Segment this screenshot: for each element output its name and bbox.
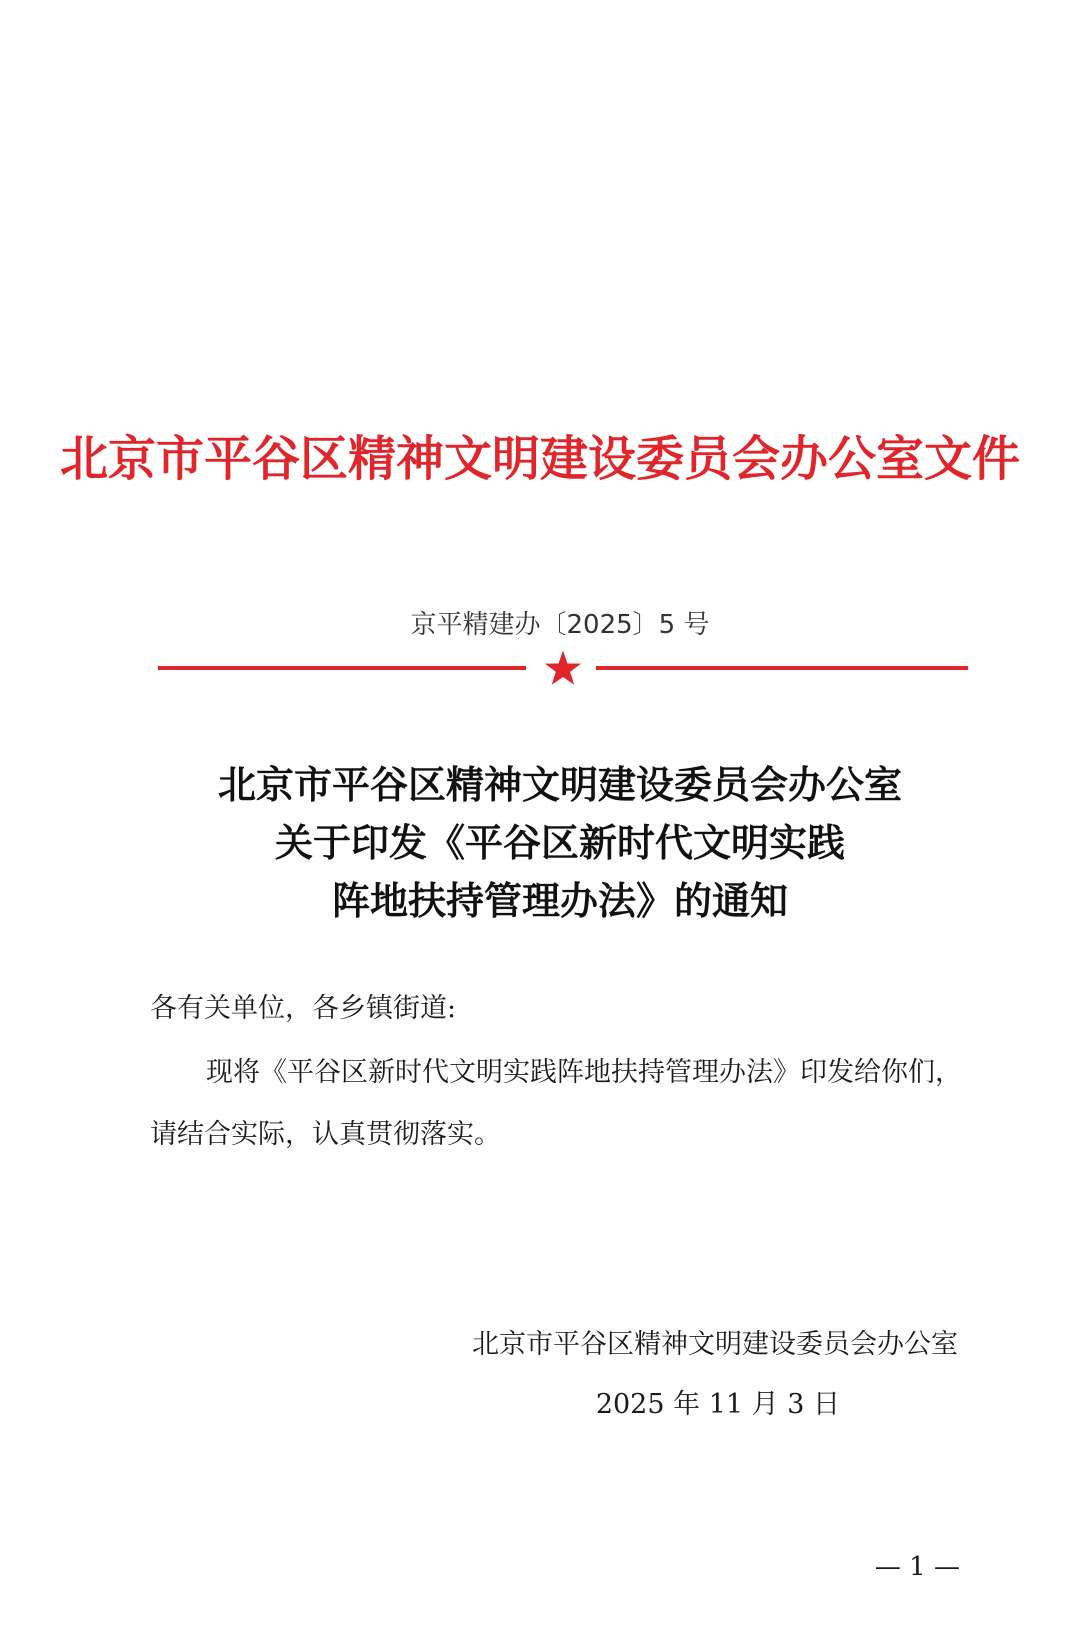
page-number: — 1 — xyxy=(874,1552,960,1582)
red-star-icon xyxy=(544,649,582,687)
title-line-2: 关于印发《平谷区新时代文明实践 xyxy=(274,820,845,865)
body-paragraph: 现将《平谷区新时代文明实践阵地扶持管理办法》印发给你们，请结合实际，认真贯彻落实。 xyxy=(150,1057,962,1150)
issuing-office: 北京市平谷区精神文明建设委员会办公室 xyxy=(472,1329,958,1360)
title-line-3: 阵地扶持管理办法》的通知 xyxy=(331,878,788,923)
document-title xyxy=(0,756,1080,930)
red-rule-right xyxy=(596,666,968,670)
document-number: 京平精建办〔2025〕5 号 xyxy=(410,610,710,640)
issue-date: 2025 年 11 月 3 日 xyxy=(595,1389,840,1420)
title-line-1: 北京市平谷区精神文明建设委员会办公室 xyxy=(217,762,902,807)
salutation: 各有关单位，各乡镇街道: xyxy=(150,993,457,1024)
document-masthead: 北京市平谷区精神文明建设委员会办公室文件 xyxy=(59,431,1020,487)
red-rule-left xyxy=(158,666,526,670)
